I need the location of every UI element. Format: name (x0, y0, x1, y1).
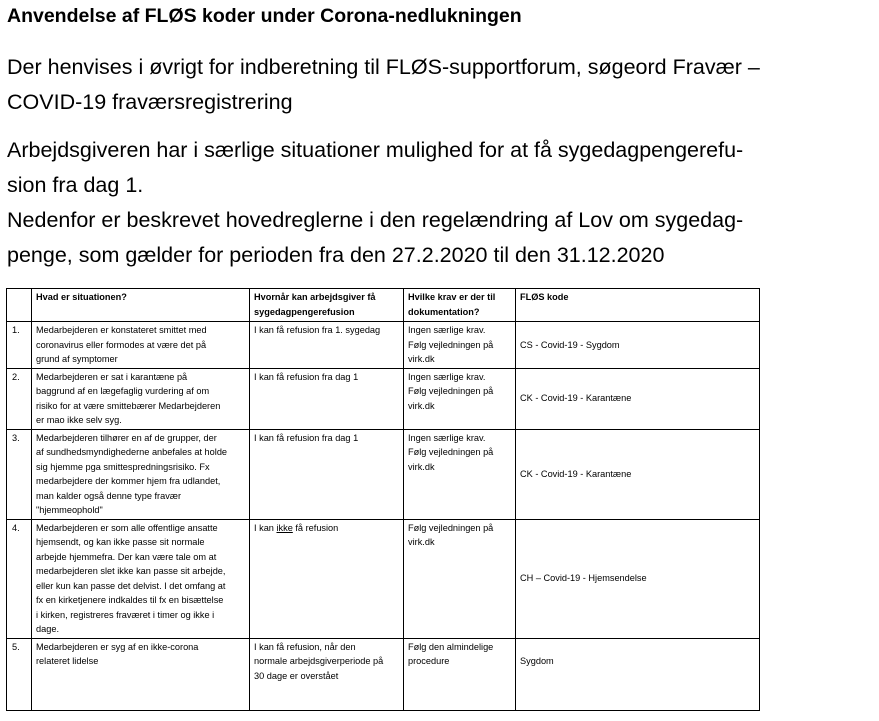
paragraph-support-forum (7, 50, 760, 120)
paragraph-refusion-intro (7, 133, 743, 203)
header-flos-code: FLØS kode (516, 289, 760, 322)
cell-line: fx en kirketjenere indkaldes til fx en bisættelse (36, 595, 224, 605)
cell-line: Ingen særlige krav. (408, 371, 486, 382)
table-row (7, 322, 760, 369)
header-refusion (250, 289, 404, 322)
table-row (7, 519, 760, 638)
cell-line: Følg vejledningen på (408, 447, 494, 457)
cell-line: normale arbejdsgiverperiode på (254, 656, 384, 666)
paragraph-line: sion fra dag 1. (7, 173, 144, 197)
cell-line: I kan få refusion fra dag 1 (254, 371, 359, 382)
header-number (7, 289, 32, 322)
cell-line: virk.dk (408, 400, 435, 411)
row-refusion (250, 429, 404, 519)
refusion-text-underlined: ikke (276, 522, 293, 533)
cell-line: Følg vejledningen på (408, 522, 494, 533)
cell-line: 30 dage er overstået (254, 670, 339, 681)
header-line: sygedagpengerefusion (254, 306, 355, 317)
header-situation: Hvad er situationen? (32, 289, 250, 322)
cell-line: Medarbejderen er som alle offentlige ansatte (36, 522, 218, 533)
cell-line: I kan få refusion fra 1. sygedag (254, 325, 381, 335)
row-situation (32, 368, 250, 429)
row-flos-code: CK - Covid-19 - Karantæne (516, 368, 760, 429)
cell-line: procedure (408, 656, 450, 666)
cell-line: grund af symptomer (36, 354, 118, 364)
paragraph-line: penge, som gælder for perioden fra den 27.2.2020 til den 31.12.2020 (7, 243, 665, 267)
cell-line: baggrund af en lægefaglig vurdering af om (36, 386, 210, 396)
cell-line: I kan få refusion fra dag 1 (254, 432, 359, 443)
row-refusion (250, 519, 404, 638)
row-flos-code: Sygdom (516, 638, 760, 710)
table-row (7, 429, 760, 519)
row-situation (32, 429, 250, 519)
paragraph-rules-intro (7, 203, 743, 273)
cell-line: Medarbejderen er syg af en ikke-corona (36, 641, 199, 652)
row-flos-code: CK - Covid-19 - Karantæne (516, 429, 760, 519)
cell-line: Følg vejledningen på (408, 339, 494, 350)
cell-line: af sundhedsmyndighederne anbefales at holde (36, 447, 228, 457)
cell-line: virk.dk (408, 461, 435, 472)
document-heading: Anvendelse af FLØS koder under Corona-nedlukningen (7, 5, 522, 27)
cell-line: Medarbejderen er sat i karantæne på (36, 371, 188, 382)
table-row (7, 638, 760, 710)
refusion-text-before: I kan (254, 522, 277, 533)
table-header-row (7, 289, 760, 322)
paragraph-line: COVID-19 fraværsregistrering (7, 90, 293, 114)
cell-line: virk.dk (408, 354, 435, 364)
cell-line: risiko for at være smittebærer Medarbejderen (36, 400, 221, 411)
cell-line: coronavirus eller formodes at være det på (36, 339, 207, 350)
cell-line: virk.dk (408, 537, 435, 547)
cell-line: Følg vejledningen på (408, 386, 494, 396)
row-refusion (250, 322, 404, 369)
row-number: 3. (7, 429, 32, 519)
cell-line: dage. (36, 624, 59, 634)
row-documentation (404, 322, 516, 369)
cell-line: sig hjemme pga smittespredningsrisiko. Fx (36, 461, 210, 472)
cell-line: Ingen særlige krav. (408, 325, 486, 335)
cell-line: i kirken, registreres fraværet i timer og ikke i (36, 609, 215, 620)
row-flos-code: CS - Covid-19 - Sygdom (516, 322, 760, 369)
row-situation (32, 638, 250, 710)
header-line: Hvornår kan arbejdsgiver få (254, 292, 376, 302)
row-situation (32, 322, 250, 369)
row-number: 5. (7, 638, 32, 710)
cell-line: medarbejderen slet ikke kan passe sit arbejde, (36, 566, 226, 576)
cell-line (254, 521, 399, 536)
header-line: dokumentation? (408, 306, 480, 317)
cell-line: Medarbejderen tilhører en af de grupper, der (36, 432, 217, 443)
row-refusion (250, 368, 404, 429)
row-refusion (250, 638, 404, 710)
row-documentation (404, 519, 516, 638)
row-number: 4. (7, 519, 32, 638)
cell-line: Følg den almindelige (408, 641, 494, 652)
table-row (7, 368, 760, 429)
cell-line: hjemsendt, og kan ikke passe sit normale (36, 537, 205, 547)
cell-line: relateret lidelse (36, 656, 99, 666)
cell-line: medarbejdere der kommer hjem fra udlandet, (36, 476, 221, 486)
row-documentation (404, 638, 516, 710)
row-flos-code: CH – Covid-19 - Hjemsendelse (516, 519, 760, 638)
cell-line: Ingen særlige krav. (408, 432, 486, 443)
paragraph-line: Arbejdsgiveren har i særlige situationer mulighed for at få sygedagpengerefu- (7, 138, 744, 162)
refusion-text-after: få refusion (292, 522, 339, 533)
cell-line: Medarbejderen er konstateret smittet med (36, 325, 207, 335)
row-documentation (404, 429, 516, 519)
cell-line: eller kun kan passe det delvist. I det omfang at (36, 580, 226, 591)
cell-line: man kalder også denne type fravær (36, 490, 182, 501)
cell-line: er mao ikke selv syg. (36, 415, 122, 425)
header-line: Hvilke krav er der til (408, 292, 496, 302)
paragraph-line: Nedenfor er beskrevet hovedreglerne i den regelændring af Lov om sygedag- (7, 208, 744, 232)
cell-line: I kan få refusion, når den (254, 641, 356, 652)
cell-line: "hjemmeophold" (36, 505, 103, 515)
row-number: 2. (7, 368, 32, 429)
header-documentation (404, 289, 516, 322)
row-documentation (404, 368, 516, 429)
row-situation (32, 519, 250, 638)
paragraph-line: Der henvises i øvrigt for indberetning til FLØS-supportforum, søgeord Fravær – (7, 55, 760, 79)
flos-code-table (6, 288, 760, 711)
cell-line: arbejde hjemmefra. Der kan være tale om at (36, 551, 217, 562)
row-number: 1. (7, 322, 32, 369)
